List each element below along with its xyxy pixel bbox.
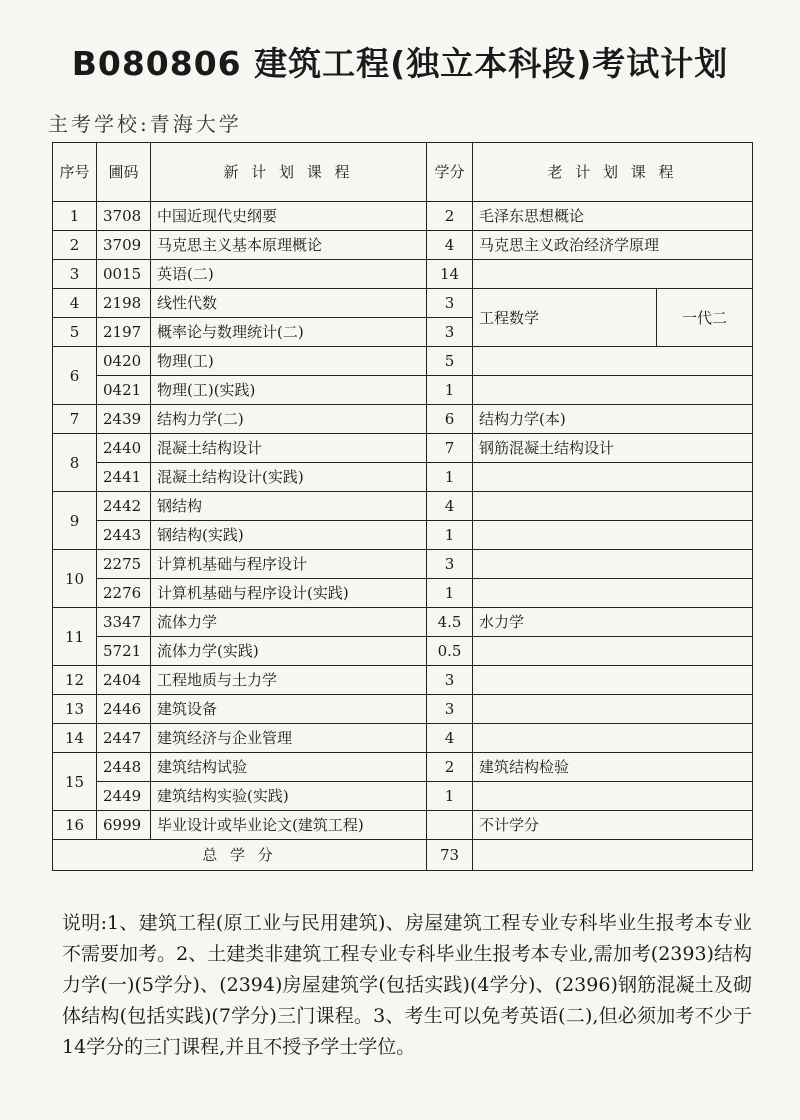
code-cell: 0420	[97, 347, 151, 376]
notes-paragraph: 说明:1、建筑工程(原工业与民用建筑)、房屋建筑工程专业专科毕业生报考本专业不需要加考。2、土建类非建筑工程专业专科毕业生报考本专业,需加考(2393)结构力学(一)(5学分)、(2394)房屋建筑学(包括实践)(4学分)、(2396)钢筋混凝土及砌体结构(包括实践)(7学分)三门课程。3、考生可以免考英语(二),但必须加考不少于14学分的三门课程,并且不授予学士学位。	[62, 912, 752, 1058]
new-course-cell: 马克思主义基本原理概论	[151, 231, 427, 260]
table-row	[53, 289, 753, 318]
header-credit: 学分	[427, 143, 473, 202]
old-course-cell	[473, 637, 753, 666]
code-cell: 0015	[97, 260, 151, 289]
new-course-cell: 线性代数	[151, 289, 427, 318]
code-cell: 2439	[97, 405, 151, 434]
seq-cell: 13	[53, 695, 97, 724]
code-cell: 6999	[97, 811, 151, 840]
old-course-cell: 工程数学	[473, 289, 657, 347]
old-course-cell: 不计学分	[473, 811, 753, 840]
new-course-cell: 建筑结构实验(实践)	[151, 782, 427, 811]
seq-cell: 14	[53, 724, 97, 753]
total-old-empty	[473, 840, 753, 871]
new-course-cell: 物理(工)	[151, 347, 427, 376]
seq-cell: 9	[53, 492, 97, 550]
old-course-cell	[473, 724, 753, 753]
new-course-cell: 中国近现代史纲要	[151, 202, 427, 231]
seq-cell: 3	[53, 260, 97, 289]
table-row	[53, 434, 753, 463]
code-cell: 2441	[97, 463, 151, 492]
credit-cell: 1	[427, 782, 473, 811]
new-course-cell: 物理(工)(实践)	[151, 376, 427, 405]
new-course-cell: 英语(二)	[151, 260, 427, 289]
credit-cell: 3	[427, 695, 473, 724]
old-course-cell	[473, 666, 753, 695]
code-cell: 2197	[97, 318, 151, 347]
old-course-cell: 结构力学(本)	[473, 405, 753, 434]
code-cell: 2440	[97, 434, 151, 463]
table-row	[53, 579, 753, 608]
seq-cell: 1	[53, 202, 97, 231]
new-course-cell: 建筑结构试验	[151, 753, 427, 782]
total-label: 总 学 分	[53, 840, 427, 871]
code-cell: 2449	[97, 782, 151, 811]
credit-cell: 3	[427, 318, 473, 347]
new-course-cell: 流体力学	[151, 608, 427, 637]
table-row	[53, 782, 753, 811]
table-row	[53, 695, 753, 724]
old-course-cell	[473, 376, 753, 405]
old-course-cell	[473, 521, 753, 550]
code-cell: 2442	[97, 492, 151, 521]
credit-cell: 5	[427, 347, 473, 376]
old-course-note-cell: 一代二	[657, 289, 753, 347]
exam-plan-table	[52, 142, 753, 871]
old-course-cell	[473, 347, 753, 376]
new-course-cell: 计算机基础与程序设计(实践)	[151, 579, 427, 608]
code-cell: 0421	[97, 376, 151, 405]
table-row	[53, 463, 753, 492]
code-cell: 3347	[97, 608, 151, 637]
old-course-cell: 水力学	[473, 608, 753, 637]
old-course-cell	[473, 492, 753, 521]
credit-cell: 4.5	[427, 608, 473, 637]
credit-cell: 1	[427, 463, 473, 492]
credit-cell: 3	[427, 666, 473, 695]
credit-cell: 3	[427, 289, 473, 318]
code-cell: 5721	[97, 637, 151, 666]
seq-cell: 5	[53, 318, 97, 347]
old-course-cell	[473, 695, 753, 724]
credit-cell: 4	[427, 231, 473, 260]
table-row	[53, 608, 753, 637]
code-cell: 3708	[97, 202, 151, 231]
new-course-cell: 钢结构(实践)	[151, 521, 427, 550]
table-row	[53, 405, 753, 434]
code-cell: 2276	[97, 579, 151, 608]
new-course-cell: 建筑设备	[151, 695, 427, 724]
credit-cell: 7	[427, 434, 473, 463]
code-cell: 2443	[97, 521, 151, 550]
old-course-cell: 毛泽东思想概论	[473, 202, 753, 231]
credit-cell: 2	[427, 202, 473, 231]
old-course-cell: 钢筋混凝土结构设计	[473, 434, 753, 463]
credit-cell: 1	[427, 521, 473, 550]
credit-cell: 3	[427, 550, 473, 579]
old-course-cell: 建筑结构检验	[473, 753, 753, 782]
seq-cell: 16	[53, 811, 97, 840]
new-course-cell: 工程地质与土力学	[151, 666, 427, 695]
new-course-cell: 结构力学(二)	[151, 405, 427, 434]
new-course-cell: 概率论与数理统计(二)	[151, 318, 427, 347]
seq-cell: 11	[53, 608, 97, 666]
new-course-cell: 流体力学(实践)	[151, 637, 427, 666]
table-row	[53, 637, 753, 666]
seq-cell: 10	[53, 550, 97, 608]
seq-cell: 7	[53, 405, 97, 434]
credit-cell: 1	[427, 579, 473, 608]
table-row	[53, 347, 753, 376]
code-cell: 2448	[97, 753, 151, 782]
seq-cell: 4	[53, 289, 97, 318]
code-cell: 2275	[97, 550, 151, 579]
code-cell: 2404	[97, 666, 151, 695]
header-new-course: 新 计 划 课 程	[151, 143, 427, 202]
header-old-course: 老 计 划 课 程	[473, 143, 753, 202]
seq-cell: 12	[53, 666, 97, 695]
table-row	[53, 260, 753, 289]
old-course-cell	[473, 463, 753, 492]
table-row	[53, 492, 753, 521]
credit-cell: 6	[427, 405, 473, 434]
table-row	[53, 550, 753, 579]
school-label: 主考学校:青海大学	[48, 112, 242, 136]
credit-cell: 2	[427, 753, 473, 782]
table-header-row	[53, 143, 753, 202]
new-course-cell: 混凝土结构设计	[151, 434, 427, 463]
seq-cell: 6	[53, 347, 97, 405]
credit-cell: 0.5	[427, 637, 473, 666]
total-credit: 73	[427, 840, 473, 871]
credit-cell: 1	[427, 376, 473, 405]
credit-cell	[427, 811, 473, 840]
credit-cell: 4	[427, 492, 473, 521]
seq-cell: 15	[53, 753, 97, 811]
table-row	[53, 666, 753, 695]
seq-cell: 2	[53, 231, 97, 260]
old-course-cell: 马克思主义政治经济学原理	[473, 231, 753, 260]
old-course-cell	[473, 579, 753, 608]
code-cell: 2446	[97, 695, 151, 724]
table-row	[53, 724, 753, 753]
new-course-cell: 混凝土结构设计(实践)	[151, 463, 427, 492]
table-row	[53, 376, 753, 405]
table-row	[53, 811, 753, 840]
old-course-cell	[473, 260, 753, 289]
table-row	[53, 753, 753, 782]
seq-cell: 8	[53, 434, 97, 492]
new-course-cell: 钢结构	[151, 492, 427, 521]
new-course-cell: 毕业设计或毕业论文(建筑工程)	[151, 811, 427, 840]
code-cell: 2447	[97, 724, 151, 753]
new-course-cell: 计算机基础与程序设计	[151, 550, 427, 579]
code-cell: 3709	[97, 231, 151, 260]
page-title: B080806 建筑工程(独立本科段)考试计划	[71, 44, 729, 83]
code-cell: 2198	[97, 289, 151, 318]
credit-cell: 4	[427, 724, 473, 753]
table-row	[53, 202, 753, 231]
header-seq: 序号	[53, 143, 97, 202]
total-row	[53, 840, 753, 871]
credit-cell: 14	[427, 260, 473, 289]
header-code: 圃码	[97, 143, 151, 202]
old-course-cell	[473, 550, 753, 579]
table-row	[53, 521, 753, 550]
new-course-cell: 建筑经济与企业管理	[151, 724, 427, 753]
table-row	[53, 231, 753, 260]
old-course-cell	[473, 782, 753, 811]
